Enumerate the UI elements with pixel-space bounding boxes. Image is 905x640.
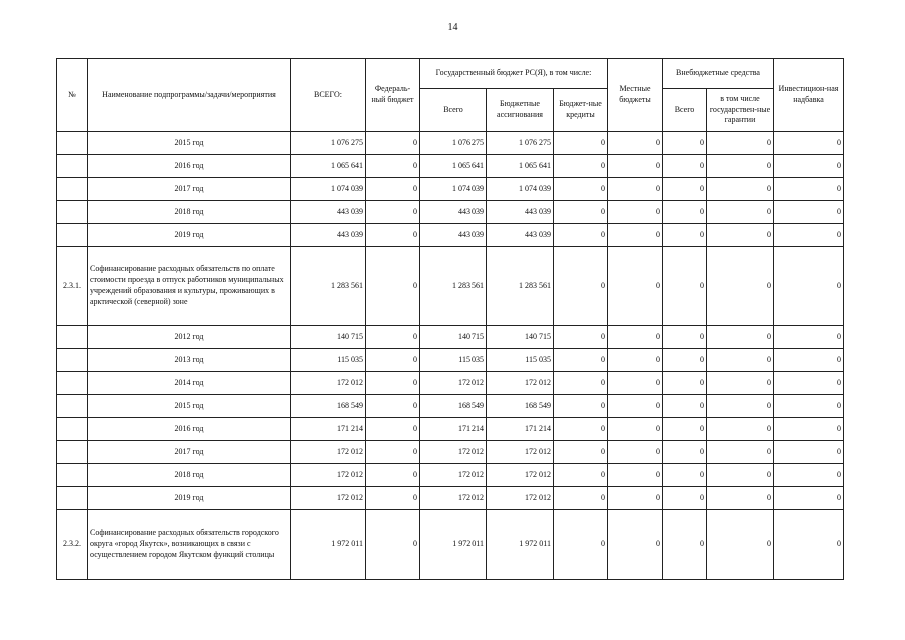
cell-state-assignments: 168 549 (487, 395, 554, 418)
cell-invest: 0 (774, 464, 844, 487)
cell-state-assignments: 443 039 (487, 224, 554, 247)
row-code (57, 349, 88, 372)
cell-local: 0 (608, 247, 663, 326)
cell-total: 1 065 641 (291, 155, 366, 178)
cell-extra-guarantees: 0 (707, 132, 774, 155)
cell-state-assignments: 1 076 275 (487, 132, 554, 155)
cell-state-credits: 0 (554, 155, 608, 178)
cell-total: 140 715 (291, 326, 366, 349)
cell-extra-total: 0 (663, 155, 707, 178)
row-name: Софинансирование расходных обязательств по оплате стоимости проезда в отпуск работников муниципальных учреждений образования и культуры, проживающих в арктической (северной) зоне (88, 247, 291, 326)
cell-total: 1 074 039 (291, 178, 366, 201)
cell-state-assignments: 1 972 011 (487, 510, 554, 580)
cell-invest: 0 (774, 349, 844, 372)
cell-state-assignments: 115 035 (487, 349, 554, 372)
row-name: 2012 год (88, 326, 291, 349)
row-name: 2015 год (88, 395, 291, 418)
row-code (57, 395, 88, 418)
cell-state-credits: 0 (554, 487, 608, 510)
cell-state-total: 443 039 (420, 201, 487, 224)
cell-federal: 0 (366, 441, 420, 464)
table-row (57, 395, 844, 418)
cell-state-credits: 0 (554, 349, 608, 372)
row-code (57, 372, 88, 395)
cell-state-total: 172 012 (420, 372, 487, 395)
cell-extra-guarantees: 0 (707, 372, 774, 395)
table-row (57, 349, 844, 372)
table-row (57, 418, 844, 441)
header-name: Наименование подпрограммы/задачи/мероприятия (88, 59, 291, 132)
cell-total: 171 214 (291, 418, 366, 441)
table-row (57, 155, 844, 178)
cell-state-assignments: 172 012 (487, 464, 554, 487)
row-name: 2016 год (88, 155, 291, 178)
table-row (57, 510, 844, 580)
cell-state-assignments: 1 283 561 (487, 247, 554, 326)
cell-invest: 0 (774, 132, 844, 155)
row-name: 2018 год (88, 201, 291, 224)
cell-extra-total: 0 (663, 441, 707, 464)
cell-total: 443 039 (291, 201, 366, 224)
cell-federal: 0 (366, 132, 420, 155)
cell-local: 0 (608, 510, 663, 580)
cell-federal: 0 (366, 326, 420, 349)
cell-extra-guarantees: 0 (707, 201, 774, 224)
cell-invest: 0 (774, 487, 844, 510)
row-code (57, 178, 88, 201)
table-row (57, 487, 844, 510)
cell-extra-total: 0 (663, 326, 707, 349)
cell-total: 172 012 (291, 464, 366, 487)
cell-extra-guarantees: 0 (707, 224, 774, 247)
cell-extra-total: 0 (663, 178, 707, 201)
cell-extra-guarantees: 0 (707, 418, 774, 441)
cell-state-assignments: 140 715 (487, 326, 554, 349)
cell-extra-guarantees: 0 (707, 464, 774, 487)
cell-state-total: 168 549 (420, 395, 487, 418)
cell-total: 172 012 (291, 441, 366, 464)
cell-invest: 0 (774, 155, 844, 178)
cell-extra-guarantees: 0 (707, 247, 774, 326)
row-name: 2015 год (88, 132, 291, 155)
cell-invest: 0 (774, 224, 844, 247)
page-number: 14 (447, 22, 458, 33)
cell-extra-total: 0 (663, 247, 707, 326)
row-code: 2.3.1. (57, 247, 88, 326)
row-code: 2.3.2. (57, 510, 88, 580)
cell-invest: 0 (774, 441, 844, 464)
cell-total: 168 549 (291, 395, 366, 418)
cell-local: 0 (608, 224, 663, 247)
header-state-total: Всего (420, 89, 487, 132)
cell-state-total: 1 065 641 (420, 155, 487, 178)
cell-federal: 0 (366, 487, 420, 510)
cell-state-credits: 0 (554, 132, 608, 155)
row-name: 2018 год (88, 464, 291, 487)
cell-state-assignments: 172 012 (487, 487, 554, 510)
cell-state-credits: 0 (554, 464, 608, 487)
cell-federal: 0 (366, 510, 420, 580)
cell-total: 1 283 561 (291, 247, 366, 326)
budget-table (56, 58, 844, 580)
table-row (57, 326, 844, 349)
table-row (57, 247, 844, 326)
cell-extra-total: 0 (663, 224, 707, 247)
cell-state-credits: 0 (554, 372, 608, 395)
cell-state-total: 172 012 (420, 464, 487, 487)
cell-local: 0 (608, 178, 663, 201)
cell-federal: 0 (366, 224, 420, 247)
cell-state-credits: 0 (554, 510, 608, 580)
row-code (57, 201, 88, 224)
row-name: 2019 год (88, 224, 291, 247)
header-state-credits: Бюджет-ные кредиты (554, 89, 608, 132)
cell-total: 1 076 275 (291, 132, 366, 155)
cell-extra-guarantees: 0 (707, 326, 774, 349)
cell-invest: 0 (774, 372, 844, 395)
row-name: Софинансирование расходных обязательств городского округа «город Якутск», возникающих в связи с осуществлением городом Якутском функций столицы (88, 510, 291, 580)
cell-invest: 0 (774, 510, 844, 580)
table-row (57, 464, 844, 487)
cell-local: 0 (608, 326, 663, 349)
cell-local: 0 (608, 441, 663, 464)
cell-invest: 0 (774, 178, 844, 201)
header-state-budget-group: Государственный бюджет РС(Я), в том числе: (420, 59, 608, 89)
cell-federal: 0 (366, 418, 420, 441)
cell-state-total: 1 283 561 (420, 247, 487, 326)
row-code (57, 132, 88, 155)
cell-extra-guarantees: 0 (707, 349, 774, 372)
cell-state-assignments: 172 012 (487, 372, 554, 395)
cell-state-total: 172 012 (420, 487, 487, 510)
cell-invest: 0 (774, 326, 844, 349)
cell-extra-guarantees: 0 (707, 487, 774, 510)
row-name: 2019 год (88, 487, 291, 510)
cell-federal: 0 (366, 349, 420, 372)
header-extrabudget-group: Внебюджетные средства (663, 59, 774, 89)
header-extra-guarantees: в том числе государствен-ные гарантии (707, 89, 774, 132)
cell-extra-total: 0 (663, 464, 707, 487)
cell-federal: 0 (366, 247, 420, 326)
cell-invest: 0 (774, 395, 844, 418)
cell-state-assignments: 1 074 039 (487, 178, 554, 201)
cell-state-assignments: 172 012 (487, 441, 554, 464)
cell-total: 1 972 011 (291, 510, 366, 580)
cell-extra-guarantees: 0 (707, 155, 774, 178)
cell-extra-total: 0 (663, 201, 707, 224)
cell-federal: 0 (366, 395, 420, 418)
cell-local: 0 (608, 155, 663, 178)
cell-state-total: 1 972 011 (420, 510, 487, 580)
row-name: 2013 год (88, 349, 291, 372)
row-code (57, 155, 88, 178)
cell-extra-total: 0 (663, 510, 707, 580)
cell-invest: 0 (774, 201, 844, 224)
cell-state-total: 1 074 039 (420, 178, 487, 201)
cell-total: 172 012 (291, 372, 366, 395)
header-total: ВСЕГО: (291, 59, 366, 132)
cell-state-total: 115 035 (420, 349, 487, 372)
cell-federal: 0 (366, 155, 420, 178)
cell-state-total: 140 715 (420, 326, 487, 349)
cell-federal: 0 (366, 201, 420, 224)
cell-local: 0 (608, 372, 663, 395)
cell-total: 443 039 (291, 224, 366, 247)
cell-state-credits: 0 (554, 247, 608, 326)
cell-local: 0 (608, 349, 663, 372)
cell-federal: 0 (366, 464, 420, 487)
cell-local: 0 (608, 132, 663, 155)
cell-extra-guarantees: 0 (707, 510, 774, 580)
cell-state-assignments: 443 039 (487, 201, 554, 224)
row-code (57, 464, 88, 487)
cell-extra-total: 0 (663, 372, 707, 395)
row-code (57, 224, 88, 247)
cell-extra-total: 0 (663, 132, 707, 155)
cell-state-credits: 0 (554, 418, 608, 441)
cell-state-credits: 0 (554, 441, 608, 464)
row-code (57, 487, 88, 510)
table-row (57, 372, 844, 395)
cell-state-credits: 0 (554, 326, 608, 349)
table-row (57, 178, 844, 201)
row-code (57, 418, 88, 441)
header-local: Местные бюджеты (608, 59, 663, 132)
header-federal: Федераль-ный бюджет (366, 59, 420, 132)
cell-extra-guarantees: 0 (707, 395, 774, 418)
cell-state-total: 443 039 (420, 224, 487, 247)
header-extra-total: Всего (663, 89, 707, 132)
table-body (57, 132, 844, 580)
cell-total: 115 035 (291, 349, 366, 372)
cell-local: 0 (608, 395, 663, 418)
table-row (57, 224, 844, 247)
table-row (57, 132, 844, 155)
cell-local: 0 (608, 487, 663, 510)
table-row (57, 441, 844, 464)
header-no: № (57, 59, 88, 132)
row-name: 2017 год (88, 178, 291, 201)
cell-extra-total: 0 (663, 418, 707, 441)
cell-local: 0 (608, 464, 663, 487)
cell-invest: 0 (774, 418, 844, 441)
cell-extra-total: 0 (663, 349, 707, 372)
cell-state-assignments: 171 214 (487, 418, 554, 441)
cell-state-credits: 0 (554, 201, 608, 224)
row-code (57, 326, 88, 349)
table-row (57, 201, 844, 224)
cell-total: 172 012 (291, 487, 366, 510)
cell-state-total: 171 214 (420, 418, 487, 441)
cell-extra-guarantees: 0 (707, 441, 774, 464)
cell-state-assignments: 1 065 641 (487, 155, 554, 178)
header-state-assignments: Бюджетные ассигнования (487, 89, 554, 132)
cell-state-total: 172 012 (420, 441, 487, 464)
cell-state-total: 1 076 275 (420, 132, 487, 155)
cell-federal: 0 (366, 372, 420, 395)
cell-extra-total: 0 (663, 395, 707, 418)
header-invest: Инвестицион-ная надбавка (774, 59, 844, 132)
cell-state-credits: 0 (554, 395, 608, 418)
cell-state-credits: 0 (554, 178, 608, 201)
cell-extra-guarantees: 0 (707, 178, 774, 201)
row-code (57, 441, 88, 464)
cell-local: 0 (608, 418, 663, 441)
cell-local: 0 (608, 201, 663, 224)
row-name: 2014 год (88, 372, 291, 395)
cell-invest: 0 (774, 247, 844, 326)
row-name: 2017 год (88, 441, 291, 464)
cell-state-credits: 0 (554, 224, 608, 247)
cell-federal: 0 (366, 178, 420, 201)
row-name: 2016 год (88, 418, 291, 441)
cell-extra-total: 0 (663, 487, 707, 510)
